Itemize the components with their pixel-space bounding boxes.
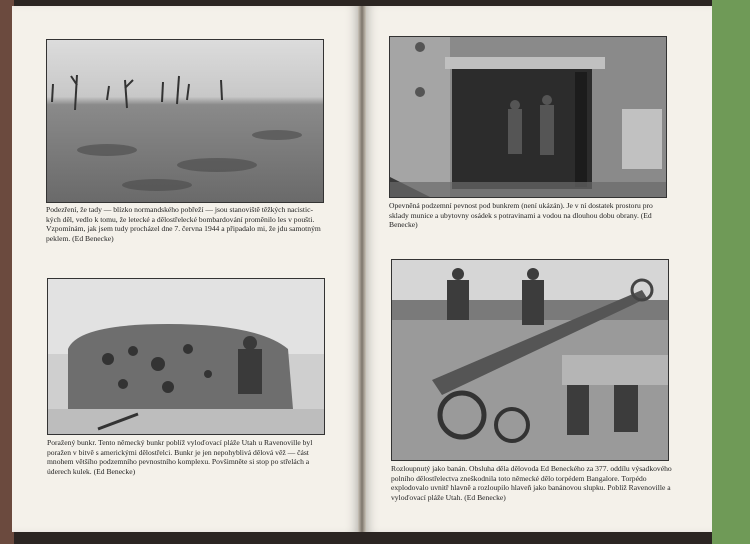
bunker-entrance-photo [389,36,667,198]
book-cover-right-edge [712,0,750,544]
photo2-caption: Opevněná podzemní pevnost pod bunkrem (není ukázán). Je v ní dostatek prostoru pro sklady munice a ubytovny osádek s potravinami a vodou na dlouhou dobu obrany. (Ed Benecke) [389,201,653,230]
devastated-forest-photo [46,39,324,203]
photo3-caption: Poražený bunkr. Tento německý bunkr poblíž vyloďovací pláže Utah u Ravenoville byl poražen v bitvě s americkými dělostřelci. Bunkr je jen nepohyblivá dělová věž — část mnohem většího podzemního pevnostního komplexu. Povšimněte si stop po střelách a úderech kulek. (Ed Benecke) [47,438,313,476]
destroyed-gun-photo [391,259,669,461]
damaged-bunker-photo [47,278,325,435]
photo1-caption: Podezření, že tady — blízko normandského pobřeží — jsou stanoviště těžkých nacistic-kých děl, vedlo k tomu, že letecké a dělostřelecké bombardování proměnilo les v poušti. Vzpomínám, jak jsem tudy procházel dne 7. června 1944 a připadalo mi, že jdu samotným peklem. (Ed Benecke) [46,205,321,243]
book-gutter [358,6,366,532]
photo4-caption: Rozloupnutý jako banán. Obsluha děla dělovoda Ed Beneckého za 377. oddílu výsadkového polního dělostřelectva zneškodnila toto německé dělo torpédem Bangalore. Torpédo explodovalo uvnitř hlavně a rozloupilo hlaveň jako banánovou slupku. Poblíž Ravenoville a vyloďovací pláže Utah. (Ed Benecke) [391,464,672,502]
